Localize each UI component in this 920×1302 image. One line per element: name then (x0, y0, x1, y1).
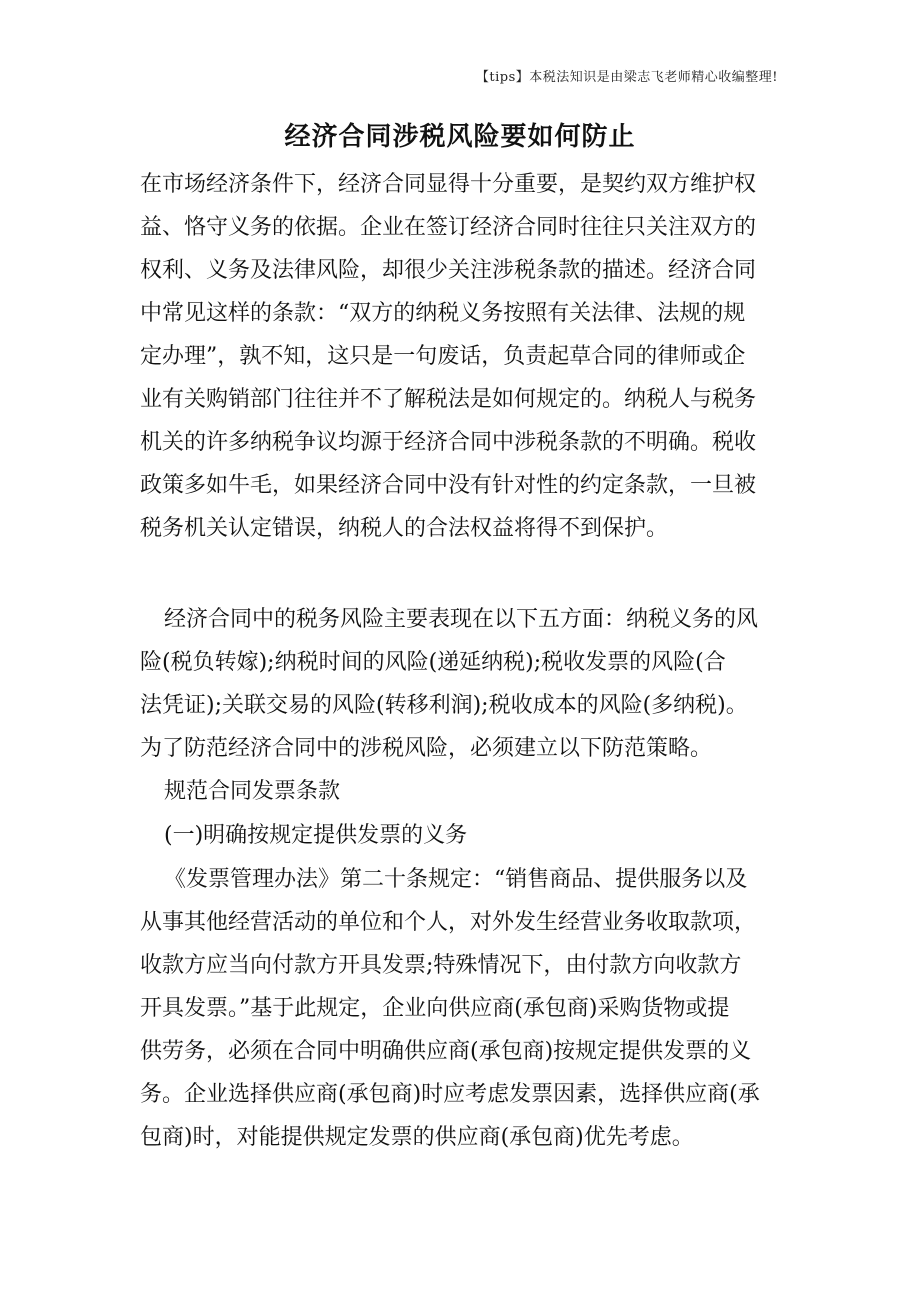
text-line: 在市场经济条件下，经济合同显得十分重要，是契约双方维护权 (140, 172, 757, 197)
text-line: 供劳务，必须在合同中明确供应商(承包商)按规定提供发票的义 (140, 1039, 752, 1064)
text-line: 《发票管理办法》第二十条规定：“销售商品、提供服务以及 (164, 867, 748, 892)
header-note: 【tips】本税法知识是由梁志飞老师精心收编整理! (475, 70, 778, 85)
text-line: 税务机关认定错误，纳税人的合法权益将得不到保护。 (140, 516, 669, 541)
document-title: 经济合同涉税风险要如何防止 (284, 122, 636, 152)
text-line: 险(税负转嫁);纳税时间的风险(递延纳税);税收发票的风险(合 (140, 650, 726, 675)
text-line: 经济合同中的税务风险主要表现在以下五方面：纳税义务的风 (164, 607, 759, 632)
text-line: 法凭证);关联交易的风险(转移利润);税收成本的风险(多纳税)。 (140, 693, 748, 718)
text-line: 政策多如牛毛，如果经济合同中没有针对性的约定条款，一旦被 (140, 473, 757, 498)
section-heading: 规范合同发票条款 (164, 779, 341, 804)
text-line: 从事其他经营活动的单位和个人，对外发生经营业务收取款项， (140, 910, 757, 935)
text-line: 中常见这样的条款：“双方的纳税义务按照有关法律、法规的规 (140, 301, 746, 326)
text-line: 定办理”，孰不知，这只是一句废话，负责起草合同的律师或企 (140, 344, 746, 369)
text-line: 开具发票。”基于此规定，企业向供应商(承包商)采购货物或提 (140, 996, 730, 1021)
subsection-heading: (一)明确按规定提供发票的义务 (164, 823, 468, 848)
text-line: 为了防范经济合同中的涉税风险，必须建立以下防范策略。 (140, 736, 713, 761)
text-line: 益、恪守义务的依据。企业在签订经济合同时往往只关注双方的 (140, 215, 757, 240)
text-line: 权利、义务及法律风险，却很少关注涉税条款的描述。经济合同 (140, 258, 757, 283)
text-line: 务。企业选择供应商(承包商)时应考虑发票因素，选择供应商(承 (140, 1082, 760, 1107)
text-line: 包商)时，对能提供规定发票的供应商(承包商)优先考虑。 (140, 1125, 694, 1150)
text-line: 机关的许多纳税争议均源于经济合同中涉税条款的不明确。税收 (140, 430, 757, 455)
text-line: 业有关购销部门往往并不了解税法是如何规定的。纳税人与税务 (140, 387, 757, 412)
text-line: 收款方应当向付款方开具发票;特殊情况下，由付款方向收款方 (140, 953, 742, 978)
